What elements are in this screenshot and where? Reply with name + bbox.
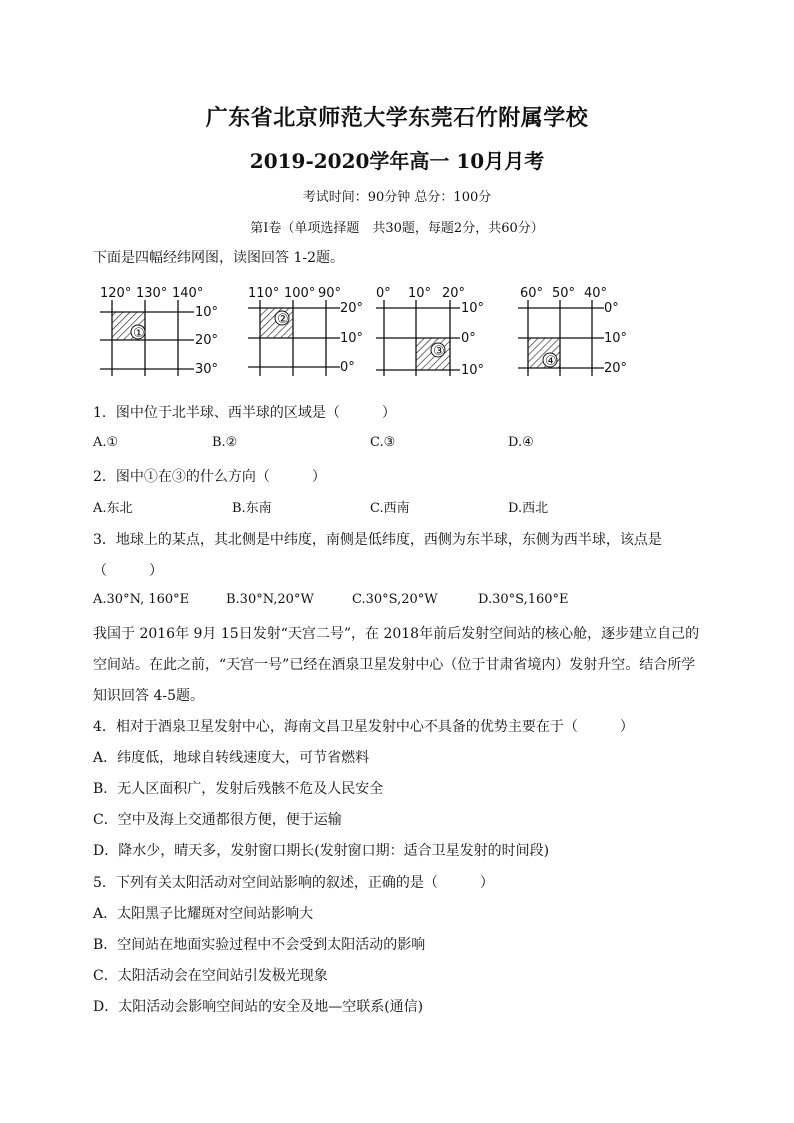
q1-option-c[interactable]: C.③ (370, 435, 396, 450)
grid-4-top-label-2: 50° (552, 286, 576, 301)
q3-option-c[interactable]: C.30°S,20°W (352, 592, 438, 607)
grid-1-right-label-1: 10° (195, 305, 219, 320)
q1-stem: 1．图中位于北半球、西半球的区域是（ ） (93, 405, 396, 421)
q3-option-a[interactable]: A.30°N, 160°E (93, 592, 190, 607)
passage-line-2: 空间站。在此之前，“天宫一号”已经在酒泉卫星发射中心（位于甘肃省境内）发射升空。结合所学 (93, 657, 696, 673)
q4-option-a[interactable]: A．纬度低，地球自转线速度大，可节省燃料 (93, 750, 370, 766)
q5-option-a[interactable]: A．太阳黑子比耀斑对空间站影响大 (93, 906, 314, 922)
grid-2-top-label-2: 100° (284, 286, 316, 301)
grid-4-region-label: ④ (545, 354, 557, 369)
q2-option-b[interactable]: B.东南 (232, 501, 272, 516)
passage-line-3: 知识回答 4-5题。 (93, 688, 204, 704)
grid-2-top-label-3: 90° (318, 286, 342, 301)
q3-stem: 3．地球上的某点，其北侧是中纬度，南侧是低纬度，西侧为东半球，东侧为西半球，该点是 (93, 532, 662, 548)
grid-2-right-label-2: 10° (340, 331, 364, 346)
grid-1-top-label-2: 130° (136, 286, 168, 301)
intro-text: 下面是四幅经纬网图，读图回答 1-2题。 (93, 250, 344, 266)
grid-2-top-label-1: 110° (248, 286, 280, 301)
grid-2-right-label-1: 20° (340, 301, 364, 316)
grid-1-right-label-2: 20° (195, 333, 219, 348)
q2-option-c[interactable]: C.西南 (370, 501, 410, 516)
q4-option-d[interactable]: D．降水少，晴天多，发射窗口期长(发射窗口期：适合卫星发射的时间段) (93, 843, 550, 859)
grid-4-top-label-3: 40° (584, 286, 608, 301)
grid-3-right-label-3: 10° (461, 363, 485, 378)
q3-stem-blank: （ ） (93, 563, 163, 579)
q3-option-b[interactable]: B.30°N,20°W (226, 592, 314, 607)
grid-1-top-label-3: 140° (172, 286, 204, 301)
q2-option-d[interactable]: D.西北 (508, 501, 549, 516)
q3-option-d[interactable]: D.30°S,160°E (478, 592, 569, 607)
grid-4 (518, 286, 627, 376)
exam-info: 考试时间：90分钟 总分：100分 (302, 190, 492, 205)
q1-option-d[interactable]: D.④ (508, 435, 534, 450)
grid-4-top-label-1: 60° (520, 286, 544, 301)
grid-4-right-label-3: 20° (604, 361, 628, 376)
grid-1-top-label-1: 120° (100, 286, 132, 301)
grid-3-top-label-3: 20° (442, 286, 466, 301)
grid-1 (100, 286, 218, 377)
q4-stem: 4．相对于酒泉卫星发射中心，海南文昌卫星发射中心不具备的优势主要在于（ ） (93, 719, 634, 735)
q5-option-d[interactable]: D．太阳活动会影响空间站的安全及地—空联系(通信) (93, 999, 424, 1015)
exam-title: 2019-2020学年高一 10月月考 (249, 149, 545, 173)
q2-stem: 2．图中①在③的什么方向（ ） (93, 469, 326, 485)
grid-3-right-label-2: 0° (461, 331, 476, 346)
q2-option-a[interactable]: A.东北 (93, 501, 133, 516)
grid-4-right-label-2: 10° (604, 331, 628, 346)
grid-2 (248, 286, 363, 376)
q1-option-b[interactable]: B.② (212, 435, 238, 450)
q4-option-c[interactable]: C．空中及海上交通都很方便，便于运输 (93, 812, 342, 828)
grid-1-right-label-3: 30° (195, 362, 219, 377)
section-heading: 第Ⅰ卷（单项选择题 共30题，每题2分，共60分） (250, 221, 544, 236)
q5-stem: 5．下列有关太阳活动对空间站影响的叙述，正确的是（ ） (93, 875, 494, 891)
grid-2-region-label: ② (277, 312, 289, 327)
q5-option-c[interactable]: C．太阳活动会在空间站引发极光现象 (93, 968, 328, 984)
q4-option-b[interactable]: B．无人区面积广，发射后残骸不危及人民安全 (93, 781, 384, 797)
grid-4-right-label-1: 0° (604, 301, 619, 316)
lat-long-grids-diagram (98, 280, 658, 385)
grid-2-right-label-3: 0° (340, 360, 355, 375)
grid-3-top-label-2: 10° (408, 286, 432, 301)
grid-3-right-label-1: 10° (461, 301, 485, 316)
grid-1-region-label: ① (133, 326, 145, 341)
grid-3-top-label-1: 0° (376, 286, 391, 301)
q5-option-b[interactable]: B．空间站在地面实验过程中不会受到太阳活动的影响 (93, 937, 426, 953)
q1-option-a[interactable]: A.① (93, 435, 119, 450)
school-title: 广东省北京师范大学东莞石竹附属学校 (205, 105, 589, 131)
passage-line-1: 我国于 2016年 9月 15日发射“天宫二号”，在 2018年前后发射空间站的核心舱，逐步建立自己的 (93, 626, 700, 642)
grid-3-region-label: ③ (433, 344, 445, 359)
grid-3 (376, 286, 484, 378)
